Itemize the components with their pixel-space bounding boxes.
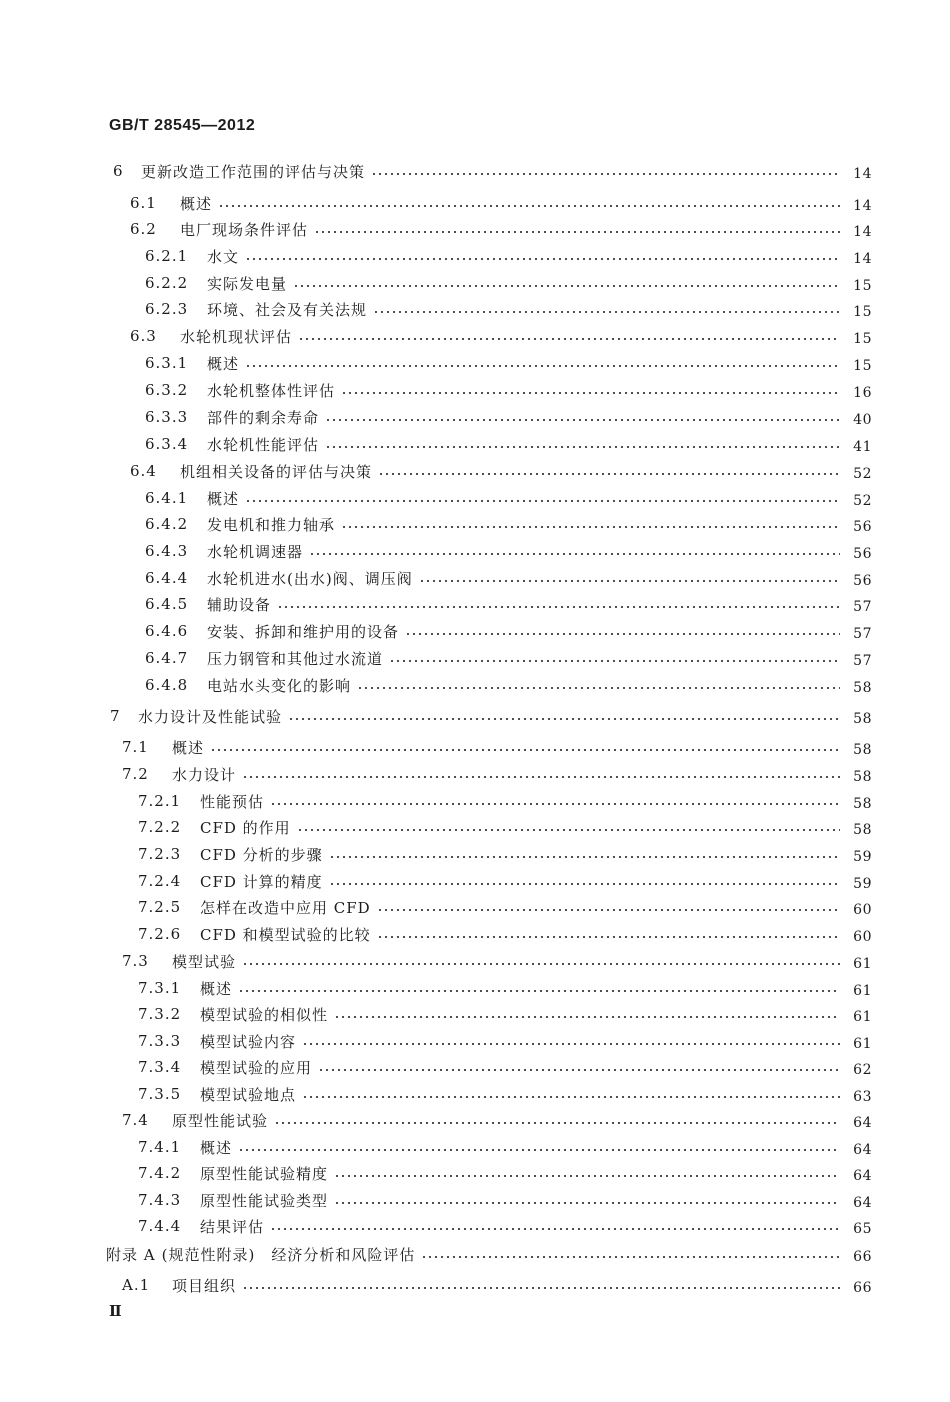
toc-entry[interactable] [130,191,872,215]
toc-entry-page: 61 [853,1036,872,1052]
toc-entry-page: 64 [853,1142,872,1158]
toc-entry[interactable] [138,1135,872,1159]
toc-leader-dots [245,500,840,502]
toc-entry-number: 7.2.6 [138,925,182,943]
toc-entry[interactable] [145,592,872,616]
toc-entry-page: 62 [853,1062,872,1078]
toc-leader-dots [245,365,840,367]
toc-entry-page: 40 [853,412,872,428]
toc-entry-title: 水力设计 [172,765,237,784]
toc-entry-page: 58 [853,711,872,727]
toc-leader-dots [270,803,840,805]
toc-leader-dots [329,856,840,858]
toc-entry-page: 66 [853,1249,872,1265]
toc-entry-page: 65 [853,1221,872,1237]
toc-entry-title: 部件的剩余寿命 [207,408,320,427]
toc-entry-title: 安装、拆卸和维护用的设备 [207,622,400,641]
toc-entry-page: 15 [853,304,872,320]
toc-leader-dots [405,633,840,635]
toc-entry[interactable] [130,217,872,241]
toc-entry[interactable] [138,1082,872,1106]
toc-entry[interactable] [145,378,872,402]
toc-entry-title: 更新改造工作范围的评估与决策 [141,162,366,181]
toc-entry-number: 6.4.3 [145,542,189,560]
toc-entry-page: 56 [853,519,872,535]
toc-entry-number: 7.2.3 [138,845,182,863]
toc-leader-dots [238,990,840,992]
toc-entry-number: 6.4.2 [145,515,189,533]
toc-entry-number: 6.3 [130,327,157,345]
toc-entry[interactable] [113,159,872,183]
toc-entry-title: CFD 分析的步骤 [200,845,323,864]
toc-entry-title: 水力设计及性能试验 [138,707,283,726]
toc-leader-dots [325,419,840,421]
toc-entry-number: 7.3.1 [138,979,182,997]
toc-entry[interactable] [138,869,872,893]
toc-entry-title: 机组相关设备的评估与决策 [180,462,373,481]
toc-leader-dots [288,718,840,720]
toc-entry-number: 6.2 [130,220,157,238]
toc-entry-title: 辅助设备 [207,595,272,614]
toc-entry-number: 7.3.4 [138,1058,182,1076]
toc-entry[interactable] [122,1273,872,1297]
toc-entry[interactable] [145,297,872,321]
toc-entry-number: 6.3.4 [145,435,189,453]
toc-entry-title: 项目组织 [172,1276,237,1295]
toc-entry-title: 模型试验地点 [200,1085,297,1104]
toc-entry-number: 6.4.1 [145,489,189,507]
toc-entry-title: CFD 计算的精度 [200,872,323,891]
toc-entry-title: 概述 [207,489,240,508]
toc-entry-title: 模型试验的应用 [200,1058,313,1077]
toc-entry-page: 52 [853,493,872,509]
toc-leader-dots [245,258,840,260]
toc-leader-dots [242,963,840,965]
toc-entry[interactable] [145,566,872,590]
toc-entry-title: 电站水头变化的影响 [207,676,352,695]
toc-entry-page: 15 [853,278,872,294]
toc-entry-page: 57 [853,653,872,669]
toc-leader-dots [377,936,840,938]
toc-entry-number: 7.4.4 [138,1217,182,1235]
toc-leader-dots [293,285,840,287]
toc-entry-page: 56 [853,573,872,589]
toc-leader-dots [318,1069,840,1071]
toc-entry-page: 64 [853,1115,872,1131]
toc-leader-dots [377,909,840,911]
page-number-footer: Ⅱ [109,1302,122,1320]
toc-leader-dots [302,1096,840,1098]
toc-entry-title: 原型性能试验精度 [200,1164,329,1183]
toc-entry[interactable] [138,895,872,919]
toc-entry-page: 56 [853,546,872,562]
toc-entry-number: 7.3 [122,952,149,970]
toc-leader-dots [274,1122,840,1124]
toc-entry-page: 52 [853,466,872,482]
toc-leader-dots [325,446,840,448]
toc-entry-number: 7.4.2 [138,1164,182,1182]
toc-entry-number: 7.1 [122,738,149,756]
toc-leader-dots [334,1175,840,1177]
toc-entry[interactable] [130,324,872,348]
toc-entry-title: 结果评估 [200,1217,265,1236]
toc-entry-page: 63 [853,1089,872,1105]
toc-leader-dots [210,749,840,751]
toc-entry-page: 64 [853,1195,872,1211]
toc-entry-number: 7.2.5 [138,898,182,916]
toc-entry-number: 6.1 [130,194,157,212]
toc-entry[interactable] [138,789,872,813]
toc-entry-title: 水文 [207,247,240,266]
toc-entry-title: 水轮机整体性评估 [207,381,336,400]
toc-leader-dots [341,526,840,528]
toc-entry-title: 电厂现场条件评估 [180,220,309,239]
toc-leader-dots [341,392,840,394]
toc-leader-dots [314,231,840,233]
toc-entry-number: 7.4.3 [138,1191,182,1209]
toc-entry-page: 58 [853,680,872,696]
toc-entry-number: 6.4 [130,462,157,480]
toc-entry-number: 6 [113,162,124,180]
toc-entry-number: 6.3.3 [145,408,189,426]
toc-entry-title: 概述 [172,738,205,757]
toc-entry[interactable] [138,1188,872,1212]
toc-entry-title: (规范性附录) 经济分析和风险评估 [161,1245,416,1264]
toc-entry[interactable] [122,762,872,786]
toc-entry-number: 7.4.1 [138,1138,182,1156]
toc-entry-number: 6.4.8 [145,676,189,694]
toc-leader-dots [421,1256,840,1258]
toc-entry-title: CFD 的作用 [200,818,291,837]
toc-entry-title: 概述 [200,1138,233,1157]
toc-entry[interactable] [138,922,872,946]
toc-leader-dots [297,829,840,831]
toc-entry-page: 14 [853,198,872,214]
toc-entry[interactable] [138,976,872,1000]
toc-entry-page: 14 [853,251,872,267]
toc-leader-dots [334,1016,840,1018]
toc-entry-number: 7.2.2 [138,818,182,836]
toc-entry-number: 6.2.3 [145,300,189,318]
toc-entry-number: 6.4.6 [145,622,189,640]
toc-entry-page: 61 [853,983,872,999]
toc-leader-dots [277,606,840,608]
toc-entry[interactable] [145,539,872,563]
toc-entry-number: 6.4.4 [145,569,189,587]
toc-entry-number: 6.2.2 [145,274,189,292]
toc-leader-dots [270,1228,840,1230]
toc-entry[interactable] [138,1214,872,1238]
toc-entry-number: 6.4.5 [145,595,189,613]
toc-entry[interactable] [138,842,872,866]
toc-entry-title: 实际发电量 [207,274,288,293]
toc-entry-page: 59 [853,849,872,865]
toc-entry[interactable] [138,1161,872,1185]
toc-entry-title: 水轮机进水(出水)阀、调压阀 [207,569,413,588]
standard-code: GB/T 28545—2012 [109,117,256,134]
toc-leader-dots [309,553,840,555]
toc-entry-page: 15 [853,331,872,347]
toc-entry-number: 附录 A [106,1245,156,1264]
toc-entry[interactable] [145,673,872,697]
toc-entry[interactable] [145,646,872,670]
toc-leader-dots [218,205,840,207]
toc-entry-title: 怎样在改造中应用 CFD [200,898,371,917]
toc-entry-page: 60 [853,929,872,945]
toc-leader-dots [302,1043,840,1045]
toc-leader-dots [334,1202,840,1204]
toc-entry[interactable] [130,459,872,483]
toc-leader-dots [238,1149,840,1151]
toc-entry[interactable] [122,735,872,759]
toc-entry-title: 发电机和推力轴承 [207,515,336,534]
toc-entry-page: 41 [853,439,872,455]
toc-entry-title: 原型性能试验类型 [200,1191,329,1210]
toc-entry-number: 6.4.7 [145,649,189,667]
toc-entry[interactable] [145,619,872,643]
toc-leader-dots [242,1287,840,1289]
toc-entry-number: 6.3.2 [145,381,189,399]
toc-entry-number: A.1 [122,1276,151,1294]
toc-leader-dots [378,473,840,475]
toc-entry-number: 7.3.5 [138,1085,182,1103]
toc-entry-title: 水轮机现状评估 [180,327,293,346]
toc-leader-dots [298,338,840,340]
toc-entry-page: 58 [853,822,872,838]
toc-entry-number: 7.3.3 [138,1032,182,1050]
toc-entry-page: 16 [853,385,872,401]
toc-entry-page: 66 [853,1280,872,1296]
toc-entry-page: 59 [853,876,872,892]
toc-entry[interactable] [145,244,872,268]
toc-leader-dots [373,311,840,313]
toc-entry-number: 7.3.2 [138,1005,182,1023]
toc-entry-number: 6.3.1 [145,354,189,372]
toc-entry-title: 性能预估 [200,792,265,811]
toc-entry-title: CFD 和模型试验的比较 [200,925,371,944]
toc-entry[interactable] [122,1108,872,1132]
toc-leader-dots [329,883,840,885]
toc-entry[interactable] [138,1055,872,1079]
toc-leader-dots [371,173,840,175]
toc-entry-title: 模型试验的相似性 [200,1005,329,1024]
toc-entry[interactable] [145,512,872,536]
toc-entry-page: 15 [853,358,872,374]
toc-entry-page: 60 [853,902,872,918]
toc-entry-title: 模型试验 [172,952,237,971]
toc-entry-page: 61 [853,956,872,972]
toc-entry-page: 64 [853,1168,872,1184]
toc-entry[interactable] [145,432,872,456]
toc-leader-dots [357,687,840,689]
toc-entry-page: 14 [853,166,872,182]
toc-entry[interactable] [138,1002,872,1026]
toc-entry-page: 61 [853,1009,872,1025]
toc-entry-title: 水轮机性能评估 [207,435,320,454]
toc-leader-dots [389,660,840,662]
toc-entry-title: 环境、社会及有关法规 [207,300,368,319]
toc-entry-page: 57 [853,626,872,642]
toc-entry-page: 57 [853,599,872,615]
toc-entry-page: 58 [853,769,872,785]
toc-entry[interactable] [145,405,872,429]
toc-entry-title: 模型试验内容 [200,1032,297,1051]
toc-entry-number: 7.2 [122,765,149,783]
toc-entry[interactable] [138,1029,872,1053]
toc-leader-dots [242,776,840,778]
toc-entry-number: 7.4 [122,1111,149,1129]
toc-entry-title: 压力钢管和其他过水流道 [207,649,384,668]
toc-entry-page: 14 [853,224,872,240]
toc-entry-title: 水轮机调速器 [207,542,304,561]
toc-entry[interactable] [106,1242,872,1266]
toc-entry-title: 概述 [207,354,240,373]
toc-entry[interactable] [138,815,872,839]
toc-entry-number: 7.2.4 [138,872,182,890]
toc-entry-number: 7.2.1 [138,792,182,810]
toc-entry[interactable] [145,271,872,295]
toc-entry-title: 原型性能试验 [172,1111,269,1130]
toc-entry-title: 概述 [200,979,233,998]
toc-entry-number: 6.2.1 [145,247,189,265]
toc-leader-dots [419,580,840,582]
toc-entry[interactable] [122,949,872,973]
toc-entry-number: 7 [110,707,121,725]
toc-entry-page: 58 [853,742,872,758]
toc-entry[interactable] [110,704,872,728]
toc-entry-page: 58 [853,796,872,812]
toc-entry[interactable] [145,351,872,375]
toc-entry-title: 概述 [180,194,213,213]
toc-entry[interactable] [145,486,872,510]
